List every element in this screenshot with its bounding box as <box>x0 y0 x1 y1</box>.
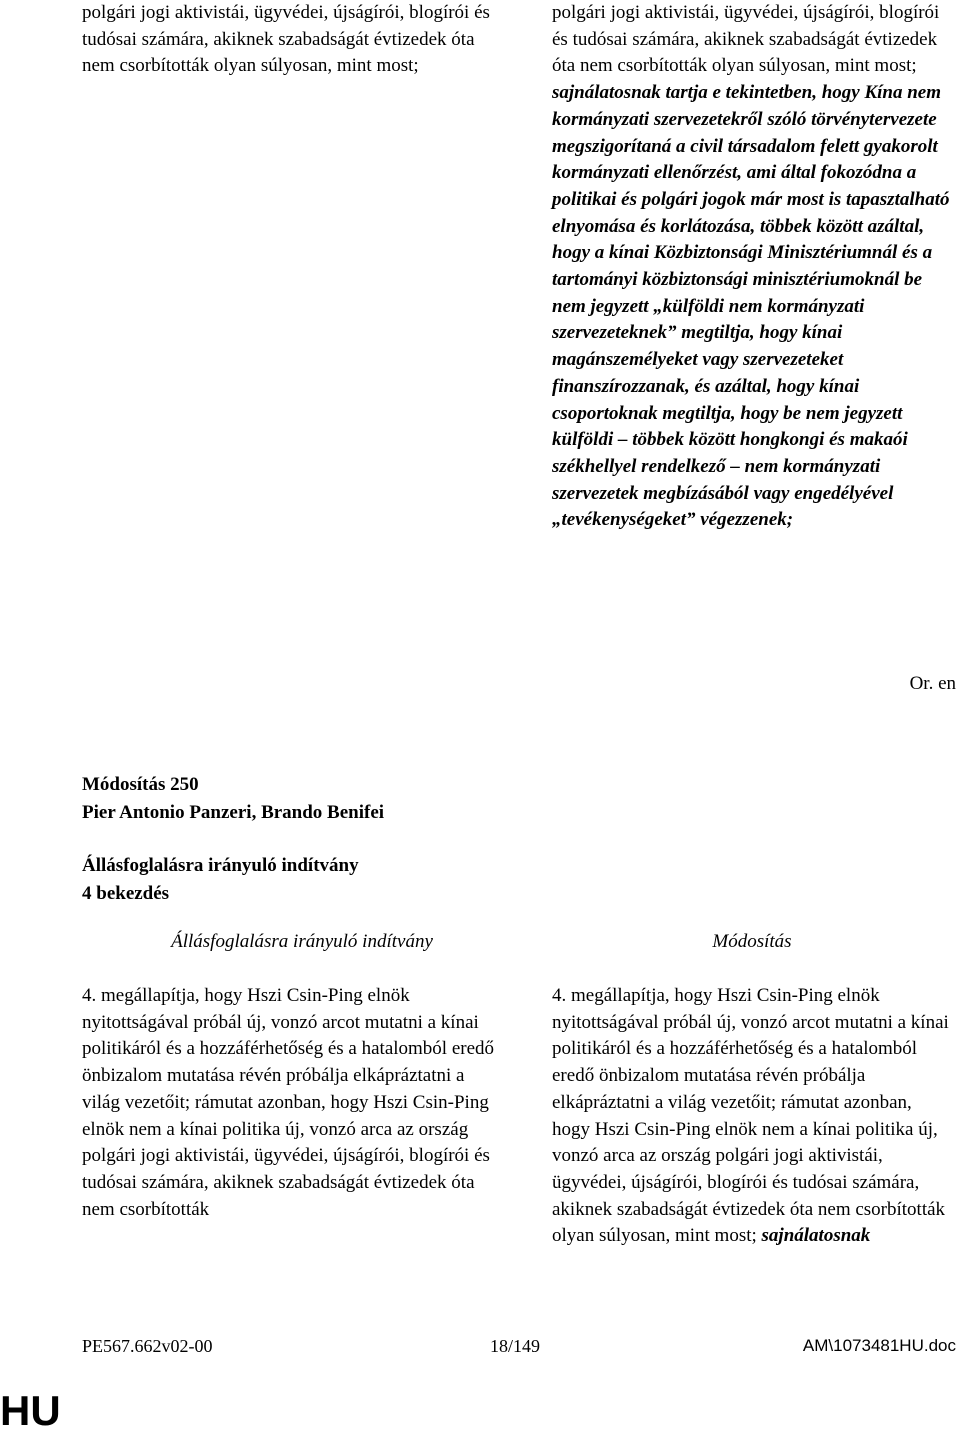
right-column-bottom-text <box>552 983 952 1250</box>
left-top-paragraph: polgári jogi aktivistái, ügyvédei, újságírói, blogírói és tudósai számára, akiknek szabadságát évtizedek óta nem csorbították olyan súlyosan, mint most; <box>82 2 490 77</box>
left-column-bottom-text <box>82 983 502 1223</box>
amendment-authors: Pier Antonio Panzeri, Brando Benifei <box>82 802 385 823</box>
amendment-subheading <box>82 852 359 908</box>
footer-doc-ref: PE567.662v02-00 <box>82 1336 213 1356</box>
column-head-proposal: Állásfoglalásra irányuló indítvány <box>171 931 433 952</box>
proposal-title: Állásfoglalásra irányuló indítvány <box>82 855 359 876</box>
footer-page-number: 18/149 <box>490 1336 541 1356</box>
left-bottom-paragraph: 4. megállapítja, hogy Hszi Csin-Ping elnök nyitottságával próbál új, vonzó arcot mutatni a kínai politikáról és a hozzáférhetőség és a hatalomból eredő önbizalom mutatása révén próbálja elkápráztatni a világ vezetőit; rámutat azonban, hogy Hszi Csin-Ping elnök nem a kínai politika új, vonzó arca az ország polgári jogi aktivistái, ügyvédei, újságírói, blogírói és tudósai számára, akiknek szabadságát évtizedek óta nem csorbították <box>82 985 495 1220</box>
column-head-amendment: Módosítás <box>712 931 792 952</box>
left-column-top-text <box>82 0 502 80</box>
language-code: HU <box>0 1387 61 1434</box>
amendment-number: Módosítás 250 <box>82 774 199 795</box>
footer-doc-file: AM\1073481HU.doc <box>802 1336 956 1355</box>
right-bottom-emphasis: sajnálatosnak <box>761 1225 871 1247</box>
right-bottom-plain: 4. megállapítja, hogy Hszi Csin-Ping elnök nyitottságával próbál új, vonzó arcot mutatni a kínai politikáról és a hozzáférhetőség és a hatalomból eredő önbizalom mutatása révén próbálja elkápráztatni a világ vezetőit; rámutat azonban, hogy Hszi Csin-Ping elnök nem a kínai politika új, vonzó arca az ország polgári jogi aktivistái, ügyvédei, újságírói, blogírói és tudósai számára, akiknek szabadságát évtizedek óta nem csorbították olyan súlyosan, mint most; <box>552 985 949 1247</box>
right-top-emphasis: sajnálatosnak tartja e tekintetben, hogy Kína nem kormányzati szervezetekről szóló törvénytervezete megszigorítaná a civil társadalom felett gyakorolt kormányzati ellenőrzést, ami által fokozódna a politikai és polgári jogok már most is tapasztalható elnyomása és korlátozása, többek között azáltal, hogy a kínai Közbiztonsági Minisztériumnál és a tartományi közbiztonsági minisztériumoknál be nem jegyzett „külföldi nem kormányzati szervezeteknek” megtiltja, hogy kínai magánszemélyeket vagy szervezeteket finanszírozzanak, és azáltal, hogy kínai csoportoknak megtiltja, hogy be nem jegyzett külföldi – többek között hongkongi és makaói székhellyel rendelkező – nem kormányzati szervezetek megbízásából vagy engedélyével „tevékenységeket” végezzenek; <box>552 82 950 531</box>
right-top-plain: polgári jogi aktivistái, ügyvédei, újságírói, blogírói és tudósai számára, akiknek szabadságát évtizedek óta nem csorbították olyan súlyosan, mint most; <box>552 2 940 77</box>
right-column-top-text <box>552 0 952 534</box>
amendment-heading <box>82 771 384 827</box>
original-language: Or. en <box>909 673 956 694</box>
paragraph-ref: 4 bekezdés <box>82 883 170 904</box>
